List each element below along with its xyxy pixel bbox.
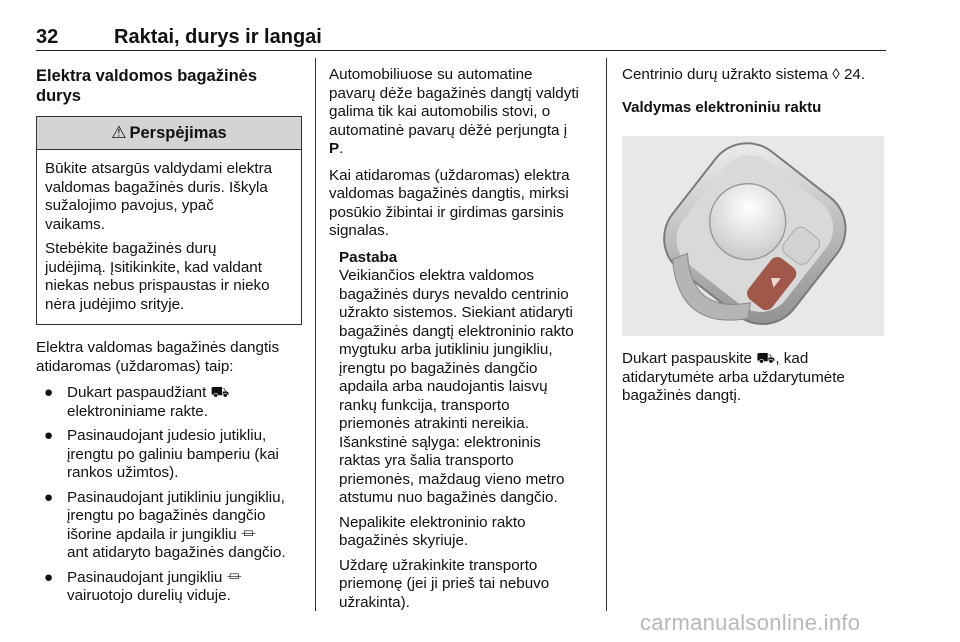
warning-title: Perspėjimas [129,123,227,142]
paragraph [622,350,888,406]
tailgate-icon: ⛟ [210,384,230,401]
note-title: Pastaba [339,248,398,266]
page-number: 32 [36,26,59,48]
text-line: Nepalikite elektroninio rakto [339,513,526,531]
intro-paragraph [36,339,302,376]
text-line: pavarų dėže bagažinės dangtį valdyti [329,84,579,102]
electronic-key-fob-image [622,136,884,336]
text-line: Veikiančios elektra valdomos [339,267,535,284]
text-line: niekas nebus prispaustas ir nieko [45,277,270,294]
text-line: Pasinaudojant judesio jutikliu, [67,427,267,444]
warning-paragraph [45,240,293,314]
text-line: Būkite atsargūs valdydami elektra [45,160,273,177]
list-item [36,427,302,483]
note-paragraph [339,514,597,551]
warning-header [37,117,301,150]
bullet-dot: ● [44,384,54,401]
text-line: Uždarę užrakinkite transporto [339,556,538,574]
text-line: Pasinaudojant jungikliu [67,568,227,586]
text-line: Pasinaudojant jutikliniu jungikliu, [67,488,285,506]
text-line: ant atidaryto bagažinės dangčio. [67,544,286,561]
text-line: priemonę (jei ji prieš tai nebuvo [339,575,550,592]
text-line: valdomas bagažinės dangtis, mirksi [329,185,569,202]
text-line: bagažinės dangtį elektroninio rakto [339,322,574,340]
column-3 [622,66,888,127]
text-line: Kai atidaromas (uždaromas) elektra [329,166,570,184]
bullet-list [36,384,302,606]
text-line: automatinė pavarų dėžė perjungta į [329,121,568,139]
text-line: atstumu nuo bagažinės dangčio. [339,489,558,506]
paragraph [329,167,597,241]
text-line: priemonės atrakinti nereikia. [339,415,529,432]
section-title-line: durys [36,87,81,105]
paragraph [329,66,597,159]
warning-box [36,116,302,325]
text-line: Elektra valdomas bagažinės dangtis [36,339,280,356]
text-line: atidarytumėte arba uždarytumėte [622,368,845,386]
text-line: vaikams. [45,215,105,233]
column-divider-2 [606,58,607,611]
text-line: atidaromas (uždaromas) taip: [36,357,234,375]
text-line: įrengtu po galiniu bamperiu (kai [67,445,279,463]
note-paragraph [339,249,597,508]
text-line: užrakto sistemos. Siekiant atidaryti [339,304,573,321]
text-line: elektroniniame rakte. [67,402,208,420]
chapter-title: Raktai, durys ir langai [114,26,322,48]
column-1 [36,66,302,612]
text-line: . [860,66,866,83]
list-item [36,489,302,563]
text-line: įrengtu po bagažinės dangčio [339,359,538,377]
text-line: signalas. [329,222,389,239]
text-line: rankos užimtos). [67,464,179,481]
key-fob-icon [622,136,884,336]
list-item [36,384,302,421]
section-title-line: Elektra valdomos bagažinės [36,67,258,85]
bullet-dot: ● [44,427,54,444]
section-title [36,66,302,106]
column-2 [329,66,597,618]
text-line: Automobiliuose su automatine [329,66,533,83]
text-line: Išankstinė sąlyga: elektroninis [339,433,541,451]
cross-reference [622,66,888,85]
bullet-dot: ● [44,488,54,506]
subheading: Valdymas elektroniniu raktu [622,98,822,116]
note-box [329,249,597,613]
text-line: sužalojimo pavojus, ypač [45,197,214,214]
list-item [36,569,302,606]
text-line: bagažinės skyriuje. [339,532,469,549]
text-line: mygtuku arba jutikliniu jungikliu, [339,341,553,358]
tailgate-icon: ⛟ [756,350,776,367]
text-line: raktas yra šalia transporto [339,452,514,469]
watermark: carmanualsonline.info [640,610,861,635]
text-line: priemonės, maždaug vieno metro [339,470,565,488]
text-line: įrengtu po bagažinės dangčio [67,507,266,524]
column-divider-1 [315,58,316,611]
text-line: posūkio žibintai ir girdimas garsinis [329,203,564,221]
text-line: bagažinės dangtį. [622,387,742,404]
text-line: Centrinio durų užrakto sistema [622,66,833,83]
column-3-after-image [622,350,888,414]
tailgate-switch-icon: ⏛ [240,525,257,543]
warning-paragraph [45,160,293,234]
warning-body [37,150,301,324]
text-line: rankų funkcija, transporto [339,396,510,414]
warning-triangle-icon: ⚠ [111,122,127,142]
tailgate-switch-icon: ⏛ [226,568,242,586]
text-line: Dukart paspauskite [622,350,757,367]
text-line: išorine apdaila ir jungikliu [67,525,241,543]
text-line: vairuotojo durelių viduje. [67,587,231,604]
text-line: judėjimą. Įsitikinkite, kad valdant [45,258,262,276]
gear-position-label: P [329,140,340,157]
text-line: apdaila arba naudojantis laisvų [339,378,548,395]
note-paragraph [339,557,597,613]
bullet-dot: ● [44,568,54,586]
text-line: , kad [775,350,809,367]
text-line: bagažinės durys nevaldo centrinio [339,285,569,303]
text-line: . [339,140,344,157]
page-header [36,24,886,51]
page-reference-arrow-icon: ◊ [832,66,840,83]
text-line: Stebėkite bagažinės durų [45,240,217,257]
page-reference-link[interactable]: 24 [843,66,861,83]
text-line: galima tik kai automobilis stovi, o [329,103,551,120]
text-line: Dukart paspaudžiant [67,384,211,401]
text-line: valdomas bagažinės duris. Iškyla [45,178,268,196]
text-line: užrakinta). [339,593,410,611]
text-line: nėra judėjimo srityje. [45,295,185,313]
